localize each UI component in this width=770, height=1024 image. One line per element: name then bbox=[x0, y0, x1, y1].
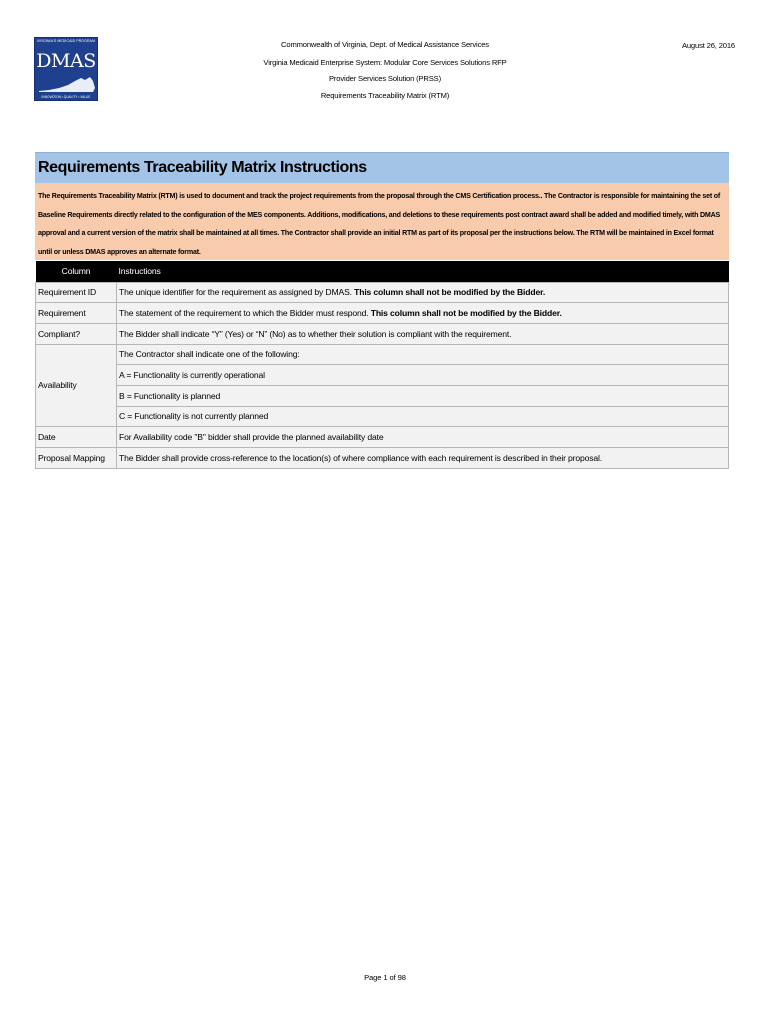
virginia-map-icon bbox=[35, 74, 98, 94]
table-row bbox=[36, 427, 729, 448]
table-row bbox=[36, 385, 729, 406]
header-line-rfp: Virginia Medicaid Enterprise System: Modular Core Services Solutions RFP bbox=[263, 58, 507, 67]
column-name: Proposal Mapping bbox=[36, 448, 117, 469]
dmas-logo bbox=[34, 37, 98, 101]
table-row bbox=[36, 406, 729, 427]
instruction-cell: The Bidder shall provide cross-reference to the location(s) of where compliance with each requirement is described in their proposal. bbox=[117, 448, 729, 469]
instruction-cell: A = Functionality is currently operational bbox=[117, 365, 729, 386]
instruction-cell: The Contractor shall indicate one of the following: bbox=[117, 344, 729, 365]
instruction-emphasis: This column shall not be modified by the Bidder. bbox=[354, 287, 546, 298]
logo-mark: DMAS bbox=[36, 50, 96, 72]
header-line-agency: Commonwealth of Virginia, Dept. of Medical Assistance Services bbox=[281, 40, 489, 49]
header-column: Column bbox=[36, 261, 117, 282]
instruction-cell: The Bidder shall indicate “Y” (Yes) or “N” (No) as to whether their solution is compliant with the requirement. bbox=[117, 323, 729, 344]
title-bar bbox=[35, 152, 729, 183]
instruction-text: The statement of the requirement to which the Bidder must respond. bbox=[119, 308, 371, 319]
header-line-document: Requirements Traceability Matrix (RTM) bbox=[320, 91, 450, 100]
instruction-emphasis: This column shall not be modified by the Bidder. bbox=[370, 308, 562, 319]
intro-paragraph: The Requirements Traceability Matrix (RTM) is used to document and track the project requirements from the proposal through the CMS Certification process.. The Contractor is responsible for maintaining the set of Baseline Requirements directly related to the configuration of the MES components. Additions, modifications, and deletions to these requirements post contract award shall be added and modified timely, with DMAS approval and a current version of the matrix shall be maintained at all times. The Contractor shall provide an initial RTM as part of its proposal per the instructions below. The RTM will be maintained in Excel format until or unless DMAS approves an alternate format. bbox=[35, 183, 729, 260]
table-row bbox=[36, 448, 729, 469]
table-row bbox=[36, 344, 729, 365]
column-name: Availability bbox=[36, 344, 117, 427]
logo-top-text: VIRGINIA'S MEDICAID PROGRAM bbox=[36, 39, 96, 43]
instruction-cell bbox=[117, 282, 729, 303]
instructions-table bbox=[35, 261, 729, 469]
table-row bbox=[36, 323, 729, 344]
page-number: Page 1 of 98 bbox=[364, 973, 406, 982]
instruction-cell bbox=[117, 303, 729, 324]
header-date: August 26, 2016 bbox=[681, 41, 735, 50]
table-row bbox=[36, 365, 729, 386]
instruction-cell: For Availability code "B" bidder shall provide the planned availability date bbox=[117, 427, 729, 448]
column-name: Date bbox=[36, 427, 117, 448]
instruction-text: The unique identifier for the requirement as assigned by DMAS. bbox=[119, 287, 355, 298]
instruction-cell: B = Functionality is planned bbox=[117, 385, 729, 406]
table-header-row bbox=[36, 261, 729, 282]
table-row bbox=[36, 282, 729, 303]
header-line-solution: Provider Services Solution (PRSS) bbox=[329, 74, 441, 83]
column-name: Requirement ID bbox=[36, 282, 117, 303]
column-name: Compliant? bbox=[36, 323, 117, 344]
header-instructions: Instructions bbox=[117, 261, 729, 282]
table-row bbox=[36, 303, 729, 324]
logo-bottom-text: INNOVATION • QUALITY • VALUE bbox=[41, 95, 91, 99]
column-name: Requirement bbox=[36, 303, 117, 324]
page-title: Requirements Traceability Matrix Instructions bbox=[38, 159, 367, 176]
instruction-cell: C = Functionality is not currently planned bbox=[117, 406, 729, 427]
